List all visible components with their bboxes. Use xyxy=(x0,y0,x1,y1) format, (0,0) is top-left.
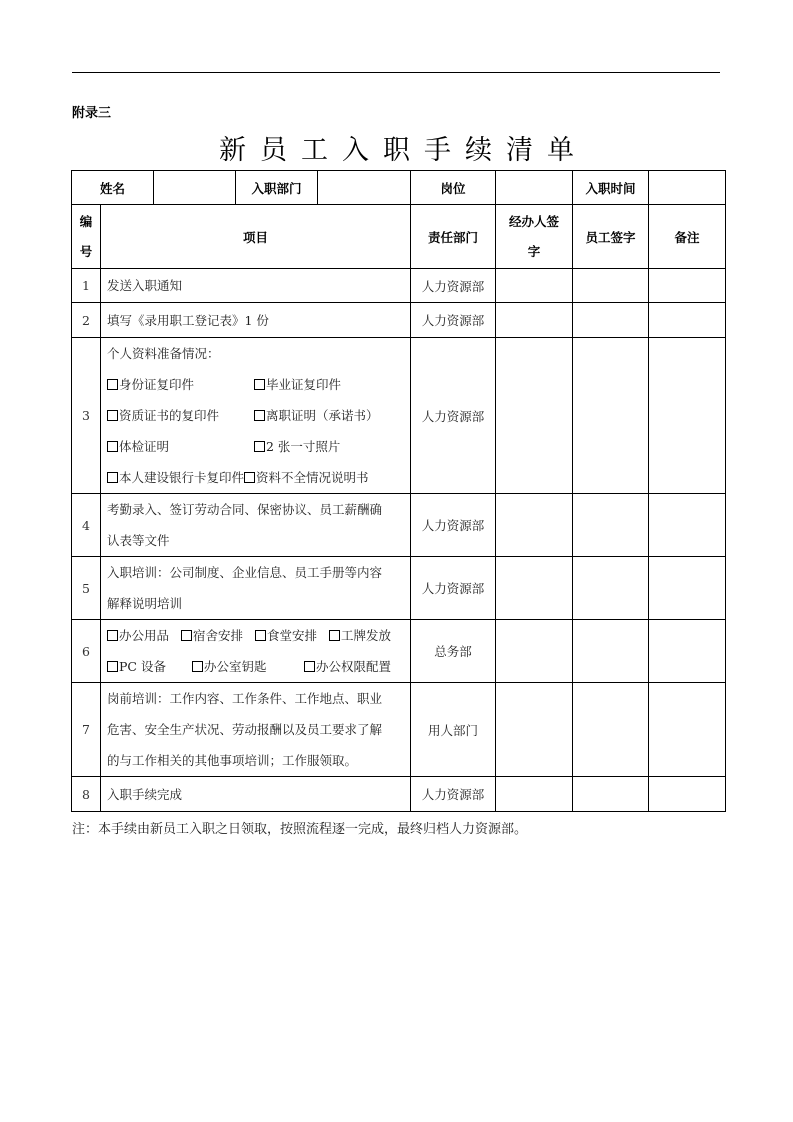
row-item-line: 考勤录入、签订劳动合同、保密协议、员工薪酬确 xyxy=(107,502,383,517)
checklist-line xyxy=(107,431,406,462)
column-header-employee-sign: 员工签字 xyxy=(573,205,649,269)
row-number: 8 xyxy=(72,777,101,812)
info-row xyxy=(72,171,726,205)
table-row xyxy=(72,303,726,338)
checklist-line xyxy=(107,651,406,682)
row-dept: 总务部 xyxy=(411,620,496,683)
remarks-cell[interactable] xyxy=(649,494,726,557)
remarks-cell[interactable] xyxy=(649,683,726,777)
checklist-option[interactable]: 资料不全情况说明书 xyxy=(244,462,369,493)
row-item: 发送入职通知 xyxy=(101,269,411,303)
employee-sign-cell[interactable] xyxy=(573,620,649,683)
employee-sign-cell[interactable] xyxy=(573,269,649,303)
row-item: 填写《录用职工登记表》1 份 xyxy=(101,303,411,338)
row-dept: 人力资源部 xyxy=(411,777,496,812)
row-number: 2 xyxy=(72,303,101,338)
position-field[interactable] xyxy=(496,171,573,205)
checkbox-icon[interactable] xyxy=(181,630,192,641)
remarks-cell[interactable] xyxy=(649,557,726,620)
handler-sign-line2: 字 xyxy=(527,243,541,259)
handler-sign-cell[interactable] xyxy=(496,338,573,494)
row-number: 4 xyxy=(72,494,101,557)
checklist-option[interactable]: 宿舍安排 xyxy=(181,620,255,651)
handler-sign-cell[interactable] xyxy=(496,303,573,338)
checklist-option[interactable]: 离职证明（承诺书） xyxy=(254,400,379,431)
table-row xyxy=(72,269,726,303)
column-header-item: 项目 xyxy=(101,205,411,269)
employee-sign-cell[interactable] xyxy=(573,777,649,812)
remarks-cell[interactable] xyxy=(649,303,726,338)
column-header-number xyxy=(72,205,101,269)
checkbox-icon[interactable] xyxy=(107,441,118,452)
handler-sign-cell[interactable] xyxy=(496,557,573,620)
remarks-cell[interactable] xyxy=(649,777,726,812)
checklist-option[interactable]: 办公用品 xyxy=(107,620,181,651)
appendix-label: 附录三 xyxy=(72,106,112,121)
remarks-cell[interactable] xyxy=(649,338,726,494)
footer-note: 注：本手续由新员工入职之日领取，按照流程逐一完成，最终归档人力资源部。 xyxy=(72,822,528,837)
employee-sign-cell[interactable] xyxy=(573,557,649,620)
checkbox-icon[interactable] xyxy=(107,630,118,641)
row-dept: 用人部门 xyxy=(411,683,496,777)
page-title: 新员工入职手续清单 xyxy=(219,135,588,166)
row-dept: 人力资源部 xyxy=(411,269,496,303)
table-row xyxy=(72,683,726,777)
table-row xyxy=(72,494,726,557)
checklist-option[interactable]: 办公权限配置 xyxy=(304,651,391,682)
checklist-option[interactable]: 办公室钥匙 xyxy=(192,651,304,682)
row-number: 5 xyxy=(72,557,101,620)
row-item xyxy=(101,683,411,777)
checkbox-icon[interactable] xyxy=(254,410,265,421)
row-item-line: 岗前培训：工作内容、工作条件、工作地点、职业 xyxy=(107,691,383,706)
checkbox-icon[interactable] xyxy=(304,661,315,672)
number-header-line2: 号 xyxy=(79,243,93,259)
column-header-handler-sign xyxy=(496,205,573,269)
row-item xyxy=(101,557,411,620)
row-item xyxy=(101,494,411,557)
row-item-line: 入职培训：公司制度、企业信息、员工手册等内容 xyxy=(107,565,383,580)
row-item-line: 危害、安全生产状况、劳动报酬以及员工要求了解 xyxy=(107,722,383,737)
row-number: 1 xyxy=(72,269,101,303)
checkbox-icon[interactable] xyxy=(255,630,266,641)
remarks-cell[interactable] xyxy=(649,269,726,303)
column-header-row xyxy=(72,205,726,269)
entry-date-label: 入职时间 xyxy=(573,171,649,205)
checklist-option[interactable]: 资质证书的复印件 xyxy=(107,400,254,431)
position-label: 岗位 xyxy=(411,171,496,205)
handler-sign-cell[interactable] xyxy=(496,683,573,777)
row-dept: 人力资源部 xyxy=(411,494,496,557)
handler-sign-cell[interactable] xyxy=(496,777,573,812)
name-field[interactable] xyxy=(154,171,236,205)
row-item xyxy=(101,620,411,683)
name-label: 姓名 xyxy=(72,171,154,205)
row-number: 7 xyxy=(72,683,101,777)
row-dept: 人力资源部 xyxy=(411,338,496,494)
checklist-line xyxy=(107,462,406,493)
checklist-option[interactable]: 2 张一寸照片 xyxy=(254,431,340,462)
checklist-option[interactable]: 工牌发放 xyxy=(329,620,391,651)
row-item-line: 的与工作相关的其他事项培训；工作服领取。 xyxy=(107,753,358,768)
handler-sign-cell[interactable] xyxy=(496,494,573,557)
checkbox-icon[interactable] xyxy=(192,661,203,672)
table-row xyxy=(72,620,726,683)
row-item xyxy=(101,338,411,494)
row-dept: 人力资源部 xyxy=(411,303,496,338)
table-row xyxy=(72,777,726,812)
handler-sign-cell[interactable] xyxy=(496,620,573,683)
checklist-option[interactable]: PC 设备 xyxy=(107,651,192,682)
row-item-line: 解释说明培训 xyxy=(107,596,183,611)
row-item-line: 认表等文件 xyxy=(107,533,170,548)
employee-sign-cell[interactable] xyxy=(573,494,649,557)
checklist-option[interactable]: 身份证复印件 xyxy=(107,369,254,400)
checklist-line xyxy=(107,620,406,651)
checklist-option[interactable]: 毕业证复印件 xyxy=(254,369,341,400)
checkbox-icon[interactable] xyxy=(107,472,118,483)
header-rule xyxy=(72,72,720,73)
row-number: 6 xyxy=(72,620,101,683)
table-row xyxy=(72,338,726,494)
checkbox-icon[interactable] xyxy=(329,630,340,641)
department-label: 入职部门 xyxy=(236,171,318,205)
checkbox-icon[interactable] xyxy=(107,661,118,672)
employee-sign-cell[interactable] xyxy=(573,683,649,777)
checklist-line xyxy=(107,400,406,431)
checklist-option[interactable]: 体检证明 xyxy=(107,431,254,462)
checkbox-icon[interactable] xyxy=(254,379,265,390)
handler-sign-cell[interactable] xyxy=(496,269,573,303)
row-dept: 人力资源部 xyxy=(411,557,496,620)
department-field[interactable] xyxy=(318,171,411,205)
table-row xyxy=(72,557,726,620)
number-header-line1: 编 xyxy=(79,213,93,229)
checkbox-icon[interactable] xyxy=(107,379,118,390)
checkbox-icon[interactable] xyxy=(107,410,118,421)
row-item-title: 个人资料准备情况： xyxy=(107,346,220,361)
handler-sign-line1: 经办人签 xyxy=(509,213,560,229)
remarks-cell[interactable] xyxy=(649,620,726,683)
employee-sign-cell[interactable] xyxy=(573,303,649,338)
checklist-option[interactable]: 食堂安排 xyxy=(255,620,329,651)
column-header-responsible-dept: 责任部门 xyxy=(411,205,496,269)
checklist-line xyxy=(107,369,406,400)
checklist-option[interactable]: 本人建设银行卡复印件 xyxy=(107,462,244,493)
row-number: 3 xyxy=(72,338,101,494)
entry-date-field[interactable] xyxy=(649,171,726,205)
employee-sign-cell[interactable] xyxy=(573,338,649,494)
checkbox-icon[interactable] xyxy=(244,472,255,483)
row-item: 入职手续完成 xyxy=(101,777,411,812)
onboarding-checklist-table xyxy=(71,170,726,812)
checkbox-icon[interactable] xyxy=(254,441,265,452)
column-header-remarks: 备注 xyxy=(649,205,726,269)
